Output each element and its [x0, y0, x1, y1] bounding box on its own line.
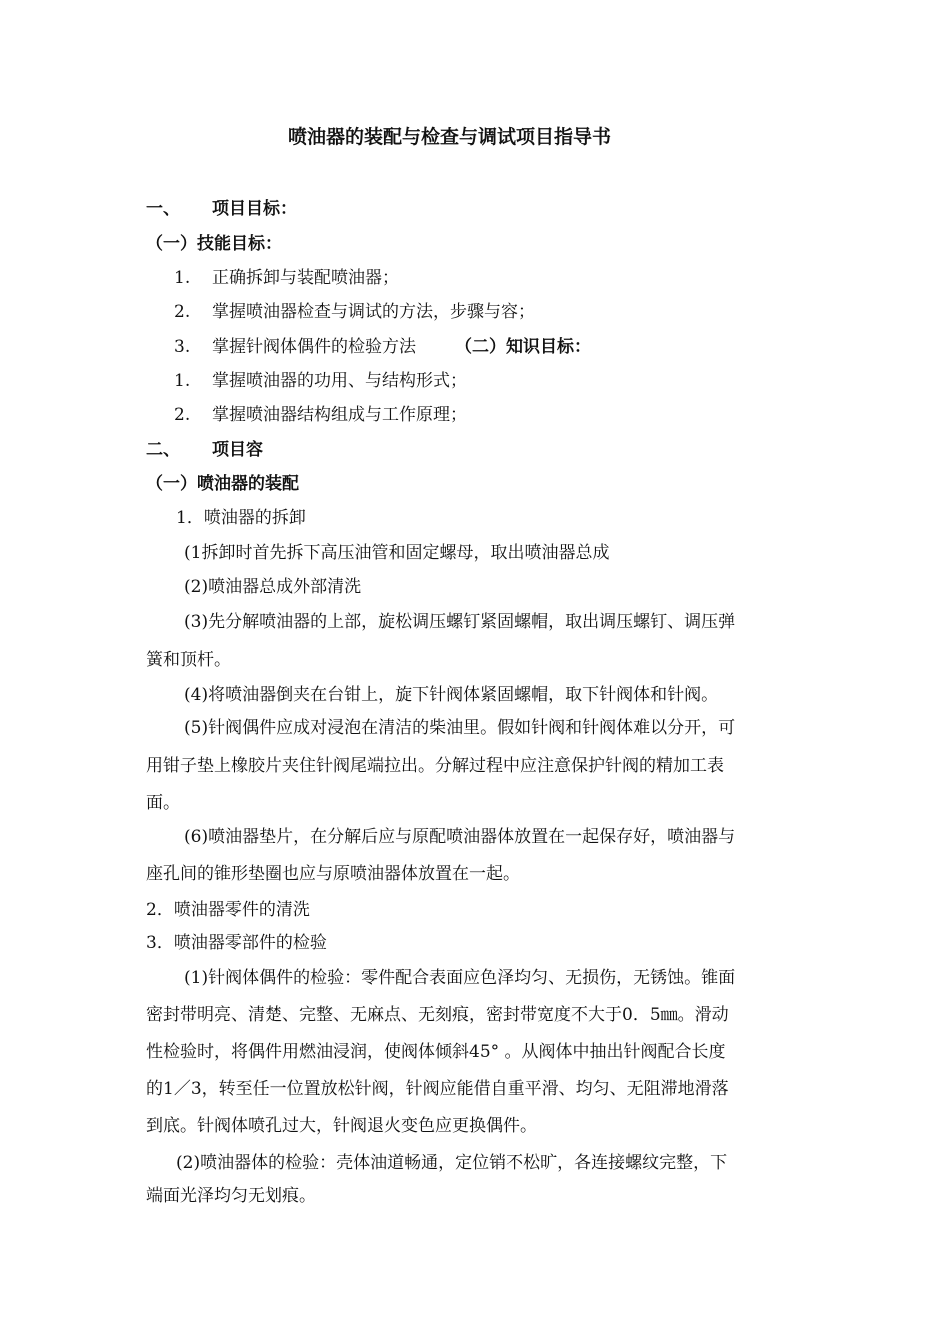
paragraph-line: (4)将喷油器倒夹在台钳上，旋下针阀体紧固螺帽，取下针阀体和针阀。	[184, 685, 719, 705]
document-title: 喷油器的装配与检查与调试项目指导书	[288, 126, 612, 148]
list-item-number: 1.	[174, 268, 191, 288]
section-1-heading: 项目目标：	[212, 199, 297, 219]
list-item-text: 掌握喷油器检查与调试的方法，步骤与容；	[212, 302, 535, 322]
list-item-text: 正确拆卸与装配喷油器；	[212, 268, 399, 288]
list-item-number: 1.	[174, 371, 191, 391]
subsection-assembly: （一）喷油器的装配	[146, 474, 299, 494]
subsection-skill-goals: （一）技能目标：	[146, 234, 282, 254]
paragraph-line: 到底。针阀体喷孔过大，针阀退火变色应更换偶件。	[146, 1116, 537, 1136]
subsection-knowledge-goals: （二）知识目标：	[455, 337, 591, 357]
section-2-number: 二、	[146, 440, 180, 460]
list-item-text: 掌握喷油器结构组成与工作原理；	[212, 405, 467, 425]
paragraph-line: (1)针阀体偶件的检验：零件配合表面应色泽均匀、无损伤，无锈蚀。锥面	[184, 968, 736, 988]
list-item-number: 3.	[174, 337, 191, 357]
paragraph-line: 的1／3，转至任一位置放松针阀，针阀应能借自重平滑、均匀、无阻滞地滑落	[146, 1079, 729, 1099]
step-heading: 1．喷油器的拆卸	[176, 508, 306, 528]
section-1-number: 一、	[146, 199, 180, 219]
paragraph-line: 簧和顶杆。	[146, 650, 231, 670]
paragraph-line: (3)先分解喷油器的上部，旋松调压螺钉紧固螺帽，取出调压螺钉、调压弹	[184, 612, 736, 632]
step-heading: 3．喷油器零部件的检验	[146, 933, 327, 953]
paragraph-line: 用钳子垫上橡胶片夹住针阀尾端拉出。分解过程中应注意保护针阀的精加工表	[146, 756, 724, 776]
step-heading: 2．喷油器零件的清洗	[146, 900, 310, 920]
list-item-text: 掌握针阀体偶件的检验方法	[212, 337, 416, 357]
paragraph-line: (6)喷油器垫片，在分解后应与原配喷油器体放置在一起保存好，喷油器与	[184, 827, 736, 847]
list-item-text: 掌握喷油器的功用、与结构形式；	[212, 371, 467, 391]
paragraph-line: (1拆卸时首先拆下高压油管和固定螺母，取出喷油器总成	[184, 543, 610, 563]
paragraph-line: 密封带明亮、清楚、完整、无麻点、无刻痕，密封带宽度不大于0．5㎜。滑动	[146, 1005, 729, 1025]
paragraph-line: (5)针阀偶件应成对浸泡在清洁的柴油里。假如针阀和针阀体难以分开，可	[184, 718, 736, 738]
paragraph-line: 性检验时，将偶件用燃油浸润，使阀体倾斜45° 。从阀体中抽出针阀配合长度	[146, 1042, 726, 1062]
section-2-heading: 项目容	[212, 440, 263, 460]
paragraph-line: 面。	[146, 793, 180, 813]
list-item-number: 2.	[174, 302, 191, 322]
paragraph-line: 端面光泽均匀无划痕。	[146, 1186, 316, 1206]
paragraph-line: 座孔间的锥形垫圈也应与原喷油器体放置在一起。	[146, 864, 520, 884]
paragraph-line: (2)喷油器总成外部清洗	[184, 577, 362, 597]
list-item-number: 2.	[174, 405, 191, 425]
paragraph-line: (2)喷油器体的检验：壳体油道畅通，定位销不松旷，各连接螺纹完整，下	[176, 1153, 728, 1173]
